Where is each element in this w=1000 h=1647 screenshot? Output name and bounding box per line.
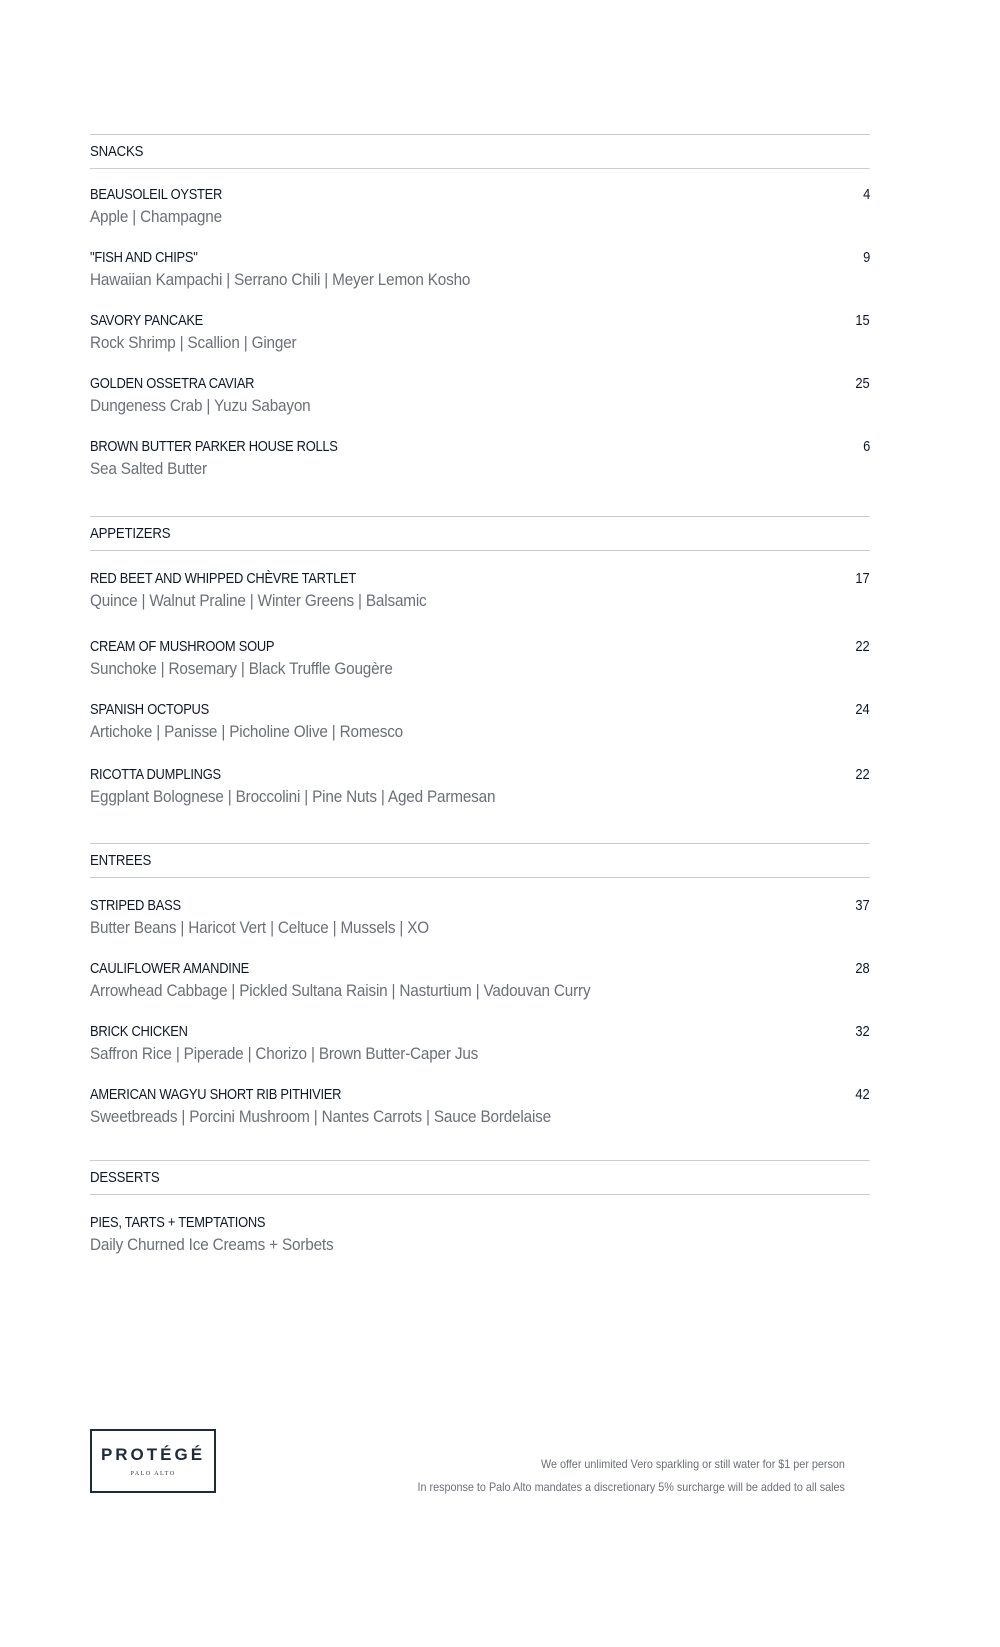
item-description: Saffron Rice | Piperade | Chorizo | Brown Butter-Caper Jus bbox=[90, 1044, 479, 1063]
menu-item bbox=[90, 765, 870, 809]
footer-notes bbox=[370, 1453, 845, 1499]
item-name: RED BEET AND WHIPPED CHÈVRE TARTLET bbox=[90, 570, 356, 587]
item-price: 6 bbox=[862, 438, 870, 455]
item-name: SPANISH OCTOPUS bbox=[90, 701, 209, 718]
item-name: "FISH AND CHIPS" bbox=[90, 249, 198, 266]
item-price: 37 bbox=[855, 897, 870, 914]
protege-logo bbox=[90, 1429, 216, 1493]
menu-item bbox=[90, 569, 870, 613]
item-price: 28 bbox=[855, 960, 870, 977]
item-name: BROWN BUTTER PARKER HOUSE ROLLS bbox=[90, 438, 338, 455]
item-price: 32 bbox=[855, 1023, 870, 1040]
item-description: Daily Churned Ice Creams + Sorbets bbox=[90, 1235, 334, 1254]
water-note: We offer unlimited Vero sparkling or still water for $1 per person bbox=[541, 1457, 845, 1471]
item-name: AMERICAN WAGYU SHORT RIB PITHIVIER bbox=[90, 1086, 342, 1103]
menu-item bbox=[90, 1085, 870, 1129]
section-desserts bbox=[90, 1160, 870, 1257]
surcharge-note: In response to Palo Alto mandates a discretionary 5% surcharge will be added to all sales bbox=[417, 1480, 845, 1494]
section-entrees bbox=[90, 843, 870, 1129]
item-description: Sunchoke | Rosemary | Black Truffle Gougère bbox=[90, 659, 393, 678]
menu-item bbox=[90, 311, 870, 355]
item-description: Artichoke | Panisse | Picholine Olive | Romesco bbox=[90, 722, 404, 741]
item-name: BEAUSOLEIL OYSTER bbox=[90, 186, 223, 203]
item-description: Sweetbreads | Porcini Mushroom | Nantes Carrots | Sauce Bordelaise bbox=[90, 1107, 551, 1126]
item-price: 42 bbox=[855, 1086, 870, 1103]
menu bbox=[90, 134, 870, 1276]
item-name: PIES, TARTS + TEMPTATIONS bbox=[90, 1214, 266, 1231]
item-description: Hawaiian Kampachi | Serrano Chili | Meyer Lemon Kosho bbox=[90, 270, 471, 289]
menu-item bbox=[90, 637, 870, 681]
item-description: Rock Shrimp | Scallion | Ginger bbox=[90, 333, 297, 352]
item-price: 9 bbox=[862, 249, 870, 266]
logo-name: PROTÉGÉ bbox=[100, 1445, 206, 1464]
item-name: CREAM OF MUSHROOM SOUP bbox=[90, 638, 275, 655]
menu-item bbox=[90, 700, 870, 744]
section-snacks bbox=[90, 134, 870, 481]
menu-item bbox=[90, 959, 870, 1003]
section-title: APPETIZERS bbox=[90, 516, 870, 551]
item-name: BRICK CHICKEN bbox=[90, 1023, 188, 1040]
item-description: Butter Beans | Haricot Vert | Celtuce | Mussels | XO bbox=[90, 918, 430, 937]
menu-item bbox=[90, 374, 870, 418]
menu-item bbox=[90, 437, 870, 481]
menu-item bbox=[90, 1022, 870, 1066]
item-name: STRIPED BASS bbox=[90, 897, 181, 914]
item-price: 25 bbox=[855, 375, 870, 392]
item-price: 22 bbox=[855, 638, 870, 655]
section-title: SNACKS bbox=[90, 134, 870, 169]
item-price: 22 bbox=[855, 766, 870, 783]
section-appetizers bbox=[90, 516, 870, 809]
menu-item bbox=[90, 185, 870, 229]
item-price: 24 bbox=[855, 701, 870, 718]
menu-item bbox=[90, 1213, 870, 1257]
item-name: GOLDEN OSSETRA CAVIAR bbox=[90, 375, 255, 392]
menu-item bbox=[90, 896, 870, 940]
item-description: Apple | Champagne bbox=[90, 207, 222, 226]
item-price: 17 bbox=[855, 570, 870, 587]
item-description: Sea Salted Butter bbox=[90, 459, 207, 478]
section-title: DESSERTS bbox=[90, 1160, 870, 1195]
item-price: 15 bbox=[855, 312, 870, 329]
menu-item bbox=[90, 248, 870, 292]
item-name: CAULIFLOWER AMANDINE bbox=[90, 960, 249, 977]
item-description: Eggplant Bolognese | Broccolini | Pine Nuts | Aged Parmesan bbox=[90, 787, 496, 806]
item-description: Dungeness Crab | Yuzu Sabayon bbox=[90, 396, 311, 415]
item-description: Quince | Walnut Praline | Winter Greens | Balsamic bbox=[90, 591, 427, 610]
item-name: SAVORY PANCAKE bbox=[90, 312, 204, 329]
item-name: RICOTTA DUMPLINGS bbox=[90, 766, 221, 783]
item-description: Arrowhead Cabbage | Pickled Sultana Raisin | Nasturtium | Vadouvan Curry bbox=[90, 981, 591, 1000]
section-title: ENTREES bbox=[90, 843, 870, 878]
item-price: 4 bbox=[862, 186, 870, 203]
logo-subtitle: PALO ALTO bbox=[130, 1471, 176, 1477]
